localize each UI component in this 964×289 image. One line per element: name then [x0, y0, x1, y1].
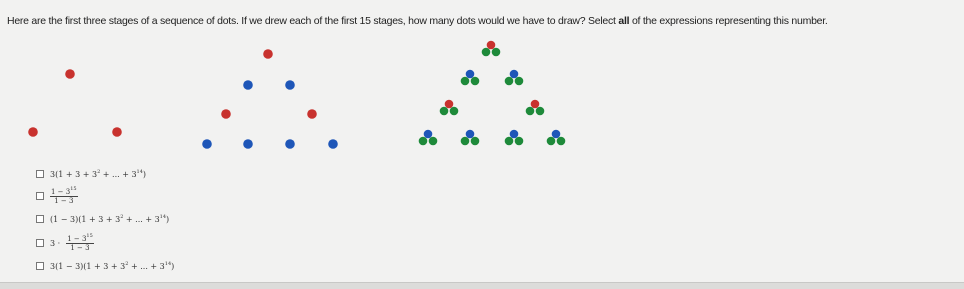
green-dot: [440, 107, 449, 116]
choice-4-expression: $\frac{1 - 3^{15}}{1 - 3}$: [67, 232, 93, 252]
blue-dot: [510, 70, 519, 79]
choice-2-checkbox[interactable]: [36, 192, 44, 200]
stage-3: [419, 41, 566, 146]
question-text-part2: of the expressions representing this number.: [629, 15, 828, 27]
red-dot: [28, 127, 38, 137]
blue-dot: [202, 139, 212, 149]
green-dot: [547, 137, 556, 146]
blue-dot: [328, 139, 338, 149]
green-dot: [450, 107, 459, 116]
choice-5-checkbox[interactable]: [36, 262, 44, 270]
blue-dot: [285, 80, 295, 90]
stage-2: [202, 49, 338, 149]
red-dot: [112, 127, 122, 137]
green-dot: [461, 77, 470, 86]
green-dot: [419, 137, 428, 146]
choice-1-expression: $3(1 + 3 + 3^2$ + ... + $3^{14}$): [50, 168, 147, 179]
blue-dot: [424, 130, 433, 139]
choice-1-checkbox[interactable]: [36, 170, 44, 178]
red-dot: [221, 109, 231, 119]
choice-5[interactable]: [36, 259, 174, 273]
choice-4[interactable]: [36, 233, 94, 253]
choice-2-expression: $\frac{1 - 3^{15}}{1 - 3}$: [51, 185, 77, 205]
green-dot: [515, 137, 524, 146]
green-dot: [557, 137, 566, 146]
red-dot: [65, 69, 75, 79]
question-text-bold: all: [618, 15, 630, 27]
blue-dot: [285, 139, 295, 149]
red-dot: [307, 109, 317, 119]
green-dot: [505, 137, 514, 146]
question-text: [7, 15, 957, 27]
green-dot: [461, 137, 470, 146]
choice-4-coef: 3 ·: [50, 238, 61, 248]
red-dot: [531, 100, 540, 109]
choice-1[interactable]: [36, 167, 146, 181]
blue-dot: [243, 139, 253, 149]
choice-4-checkbox[interactable]: [36, 239, 44, 247]
blue-dot: [552, 130, 561, 139]
green-dot: [482, 48, 491, 57]
question-text-part1: Here are the first three stages of a sequence of dots. If we drew each of the first 15 stages, how many dots would we have to draw? Select: [7, 15, 619, 27]
green-dot: [471, 77, 480, 86]
red-dot: [263, 49, 273, 59]
blue-dot: [510, 130, 519, 139]
green-dot: [492, 48, 501, 57]
choice-3[interactable]: [36, 212, 169, 226]
blue-dot: [466, 70, 475, 79]
blue-dot: [466, 130, 475, 139]
choice-2[interactable]: [36, 186, 78, 206]
choice-5-expression: $3(1 - 3)(1 + 3 + 3^2$ + ... + $3^{14}$): [50, 260, 175, 271]
choice-3-expression: $(1 - 3)(1 + 3 + 3^2$ + ... + $3^{14}$): [50, 213, 170, 224]
stage-1: [28, 69, 122, 137]
bottom-scroll-strip: [0, 282, 964, 289]
green-dot: [429, 137, 438, 146]
green-dot: [505, 77, 514, 86]
green-dot: [515, 77, 524, 86]
green-dot: [471, 137, 480, 146]
green-dot: [526, 107, 535, 116]
blue-dot: [243, 80, 253, 90]
green-dot: [536, 107, 545, 116]
choice-3-checkbox[interactable]: [36, 215, 44, 223]
red-dot: [445, 100, 454, 109]
red-dot: [487, 41, 496, 50]
